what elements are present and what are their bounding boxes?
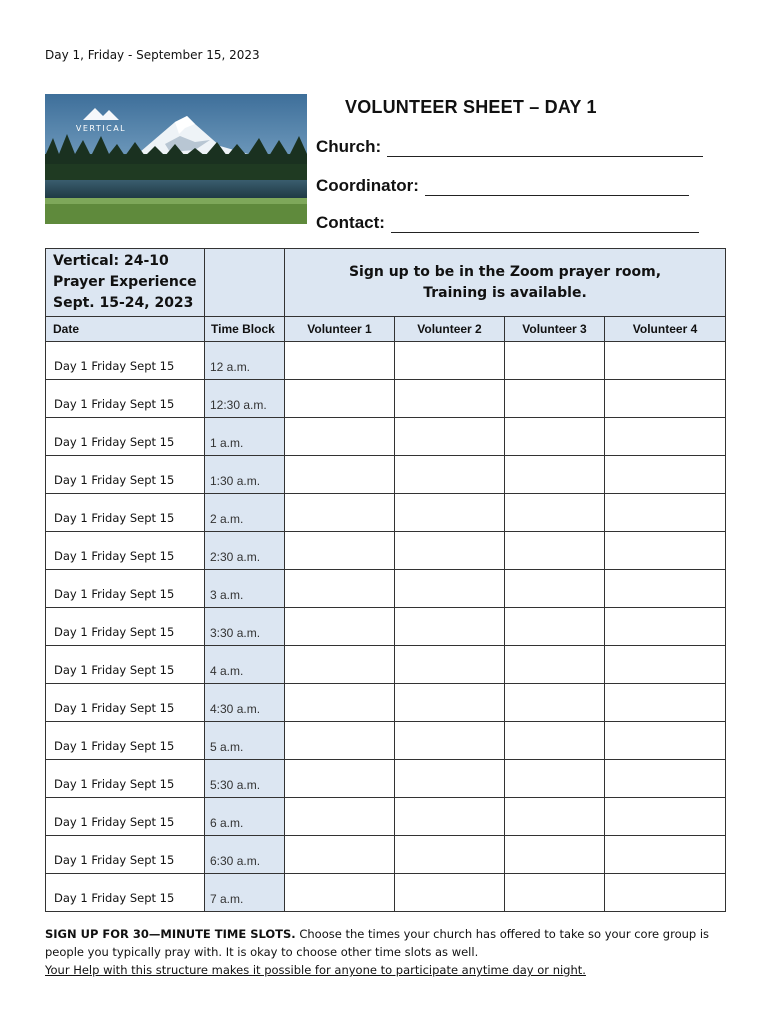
signup-line-2: Training is available. [423,284,587,301]
volunteer-1-slot[interactable] [285,646,395,684]
event-line-2: Prayer Experience [53,274,197,290]
table-row [46,532,726,570]
row-date: Day 1 Friday Sept 15 [46,760,205,798]
volunteer-4-slot[interactable] [605,570,726,608]
row-date: Day 1 Friday Sept 15 [46,570,205,608]
table-row [46,380,726,418]
volunteer-3-slot[interactable] [505,798,605,836]
event-info-cell [46,249,205,317]
volunteer-1-slot[interactable] [285,874,395,912]
signup-info-cell [285,249,726,317]
volunteer-4-slot[interactable] [605,874,726,912]
volunteer-3-slot[interactable] [505,570,605,608]
volunteer-1-slot[interactable] [285,608,395,646]
table-row [46,722,726,760]
row-date: Day 1 Friday Sept 15 [46,798,205,836]
volunteer-2-slot[interactable] [395,836,505,874]
volunteer-1-slot[interactable] [285,836,395,874]
volunteer-2-slot[interactable] [395,608,505,646]
col-header-date: Date [46,317,205,342]
volunteer-3-slot[interactable] [505,836,605,874]
row-date: Day 1 Friday Sept 15 [46,684,205,722]
volunteer-2-slot[interactable] [395,380,505,418]
volunteer-3-slot[interactable] [505,874,605,912]
row-time-block: 1:30 a.m. [205,456,285,494]
row-date: Day 1 Friday Sept 15 [46,456,205,494]
column-header-row [46,317,726,342]
table-row [46,608,726,646]
volunteer-3-slot[interactable] [505,760,605,798]
volunteer-2-slot[interactable] [395,722,505,760]
row-time-block: 3:30 a.m. [205,608,285,646]
volunteer-2-slot[interactable] [395,874,505,912]
footer-body-text: Choose the times your church has offered to take so your core group is people you typically pray with. It is okay to choose other time slots as well. [45,927,710,959]
volunteer-3-slot[interactable] [505,418,605,456]
volunteer-2-slot[interactable] [395,494,505,532]
coordinator-field[interactable] [316,176,689,196]
volunteer-1-slot[interactable] [285,494,395,532]
coordinator-label: Coordinator: [316,176,419,195]
table-row [46,570,726,608]
volunteer-3-slot[interactable] [505,342,605,380]
instructions-footer [45,925,727,979]
table-row [46,836,726,874]
volunteer-4-slot[interactable] [605,684,726,722]
row-time-block: 1 a.m. [205,418,285,456]
footer-underline-text: Your Help with this structure makes it possible for anyone to participate anytime day or night. [45,963,586,977]
event-line-1: Vertical: 24-10 [53,253,169,269]
volunteer-1-slot[interactable] [285,532,395,570]
event-line-3: Sept. 15-24, 2023 [53,295,194,311]
header-blank-cell [205,249,285,317]
row-time-block: 5:30 a.m. [205,760,285,798]
volunteer-4-slot[interactable] [605,532,726,570]
row-time-block: 4:30 a.m. [205,684,285,722]
row-time-block: 4 a.m. [205,646,285,684]
volunteer-3-slot[interactable] [505,532,605,570]
table-row [46,646,726,684]
signup-line-1: Sign up to be in the Zoom prayer room, [348,263,662,280]
volunteer-4-slot[interactable] [605,646,726,684]
col-header-volunteer-4: Volunteer 4 [605,317,726,342]
volunteer-4-slot[interactable] [605,494,726,532]
contact-label: Contact: [316,213,385,232]
volunteer-3-slot[interactable] [505,722,605,760]
table-row [46,418,726,456]
col-header-volunteer-1: Volunteer 1 [285,317,395,342]
row-time-block: 7 a.m. [205,874,285,912]
volunteer-3-slot[interactable] [505,380,605,418]
table-row [46,760,726,798]
volunteer-2-slot[interactable] [395,684,505,722]
footer-bold-text: SIGN UP FOR 30—MINUTE TIME SLOTS. [45,927,296,941]
volunteer-4-slot[interactable] [605,342,726,380]
row-time-block: 5 a.m. [205,722,285,760]
volunteer-4-slot[interactable] [605,608,726,646]
row-time-block: 6 a.m. [205,798,285,836]
volunteer-2-slot[interactable] [395,532,505,570]
volunteer-3-slot[interactable] [505,494,605,532]
row-date: Day 1 Friday Sept 15 [46,418,205,456]
volunteer-4-slot[interactable] [605,380,726,418]
volunteer-4-slot[interactable] [605,760,726,798]
volunteer-1-slot[interactable] [285,798,395,836]
row-time-block: 12 a.m. [205,342,285,380]
coordinator-fill-line[interactable] [425,180,689,196]
volunteer-1-slot[interactable] [285,418,395,456]
volunteer-3-slot[interactable] [505,608,605,646]
table-row [46,494,726,532]
volunteer-2-slot[interactable] [395,456,505,494]
church-label: Church: [316,137,382,156]
row-date: Day 1 Friday Sept 15 [46,722,205,760]
volunteer-table [45,248,726,912]
col-header-time-block: Time Block [205,317,285,342]
volunteer-1-slot[interactable] [285,722,395,760]
table-row [46,684,726,722]
volunteer-1-slot[interactable] [285,342,395,380]
volunteer-4-slot[interactable] [605,798,726,836]
volunteer-2-slot[interactable] [395,646,505,684]
volunteer-1-slot[interactable] [285,684,395,722]
col-header-volunteer-2: Volunteer 2 [395,317,505,342]
volunteer-1-slot[interactable] [285,760,395,798]
row-date: Day 1 Friday Sept 15 [46,532,205,570]
row-time-block: 6:30 a.m. [205,836,285,874]
row-date: Day 1 Friday Sept 15 [46,874,205,912]
volunteer-2-slot[interactable] [395,760,505,798]
svg-text:VERTICAL: VERTICAL [75,124,127,133]
volunteer-2-slot[interactable] [395,342,505,380]
volunteer-3-slot[interactable] [505,646,605,684]
vertical-landscape-logo [45,94,307,224]
table-row [46,342,726,380]
contact-field[interactable] [316,213,699,233]
row-time-block: 12:30 a.m. [205,380,285,418]
church-fill-line[interactable] [387,141,703,157]
volunteer-3-slot[interactable] [505,456,605,494]
row-date: Day 1 Friday Sept 15 [46,608,205,646]
volunteer-2-slot[interactable] [395,570,505,608]
sheet-title: VOLUNTEER SHEET – DAY 1 [345,97,597,117]
row-date: Day 1 Friday Sept 15 [46,380,205,418]
table-row [46,798,726,836]
row-time-block: 2 a.m. [205,494,285,532]
table-row [46,874,726,912]
contact-fill-line[interactable] [391,217,699,233]
row-date: Day 1 Friday Sept 15 [46,494,205,532]
volunteer-4-slot[interactable] [605,836,726,874]
table-row [46,456,726,494]
volunteer-2-slot[interactable] [395,798,505,836]
volunteer-1-slot[interactable] [285,380,395,418]
volunteer-4-slot[interactable] [605,722,726,760]
volunteer-4-slot[interactable] [605,418,726,456]
volunteer-2-slot[interactable] [395,418,505,456]
row-time-block: 3 a.m. [205,570,285,608]
church-field[interactable] [316,137,703,157]
volunteer-1-slot[interactable] [285,570,395,608]
col-header-volunteer-3: Volunteer 3 [505,317,605,342]
row-date: Day 1 Friday Sept 15 [46,646,205,684]
volunteer-3-slot[interactable] [505,684,605,722]
page-date-line: Day 1, Friday - September 15, 2023 [45,48,260,62]
volunteer-1-slot[interactable] [285,456,395,494]
volunteer-4-slot[interactable] [605,456,726,494]
row-date: Day 1 Friday Sept 15 [46,342,205,380]
row-date: Day 1 Friday Sept 15 [46,836,205,874]
row-time-block: 2:30 a.m. [205,532,285,570]
